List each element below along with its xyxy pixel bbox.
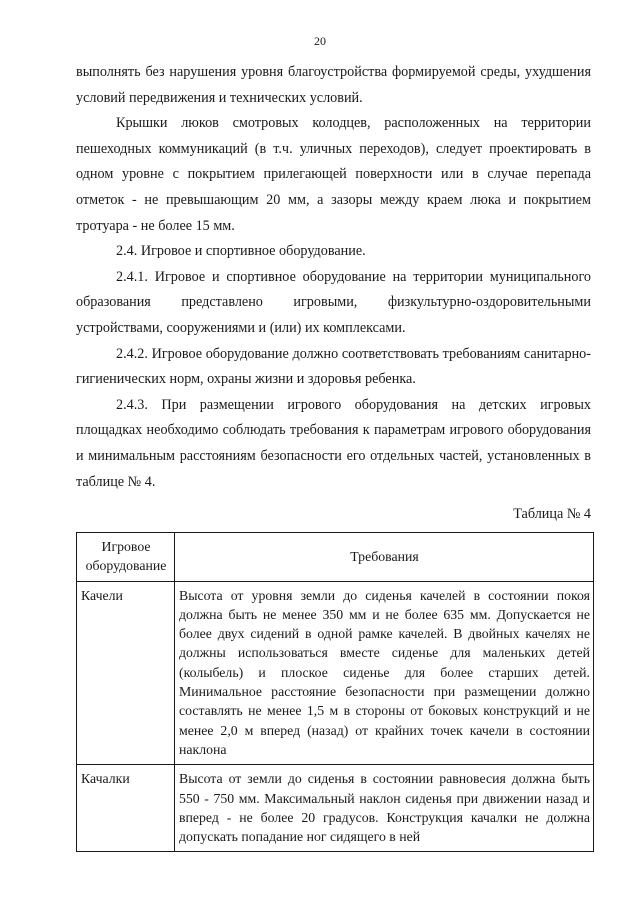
document-body — [76, 60, 591, 495]
paragraph: 2.4.2. Игровое оборудование должно соответствовать требованиям санитарно-гигиенических норм, охраны жизни и здоровья ребенка. — [76, 345, 591, 388]
paragraph: выполнять без нарушения уровня благоустройства формируемой среды, ухудшения условий передвижения и технических условий. — [76, 64, 591, 106]
paragraph: 2.4.3. При размещении игрового оборудования на детских игровых площадках необходимо соблюдать требования к параметрам игрового оборудования и минимальным расстояниям безопасности его отдельных частей, установленных в таблице № 4. — [76, 396, 591, 490]
page-number: 20 — [314, 34, 326, 48]
table-row — [77, 765, 594, 852]
table-caption: Таблица № 4 — [513, 506, 591, 522]
requirements-cell: Высота от земли до сиденья в состоянии равновесия должна быть 550 - 750 мм. Максимальный наклон сиденья при движении назад и вперед - не более 20 градусов. Конструкция качалки не должна допускать попадание ног сидящего в ней — [175, 765, 594, 852]
header-equipment: Игровое оборудование — [77, 533, 175, 582]
header-requirements: Требования — [175, 533, 594, 582]
table-row — [77, 581, 594, 765]
paragraph: Крышки люков смотровых колодцев, расположенных на территории пешеходных коммуникаций (в т.ч. уличных переходов), следует проектировать в одном уровне с покрытием прилегающей поверхности или в случае перепада отметок - не превышающим 20 мм, а зазоры между краем люка и покрытием тротуара - не более 15 мм. — [76, 115, 591, 234]
equipment-cell: Качели — [77, 581, 175, 765]
table-header-row — [77, 533, 594, 582]
equipment-cell: Качалки — [77, 765, 175, 852]
paragraph: 2.4.1. Игровое и спортивное оборудование на территории муниципального образования представлено игровыми, физкультурно-оздоровительными устройствами, сооружениями и (или) их комплексами. — [76, 268, 591, 336]
requirements-table — [76, 532, 594, 852]
requirements-cell: Высота от уровня земли до сиденья качелей в состоянии покоя должна быть не менее 350 мм и не более 635 мм. Допускается не более двух сидений в одной рамке качелей. В двойных качелях не должны использоваться вместе сиденье для маленьких детей (колыбель) и плоское сиденье для более старших детей. Минимальное расстояние безопасности при размещении должно составлять не менее 1,5 м в стороны от боковых конструкций и не менее 2,0 м вперед (назад) от крайних точек качели в состоянии наклона — [175, 581, 594, 765]
section-heading: 2.4. Игровое и спортивное оборудование. — [116, 243, 366, 260]
